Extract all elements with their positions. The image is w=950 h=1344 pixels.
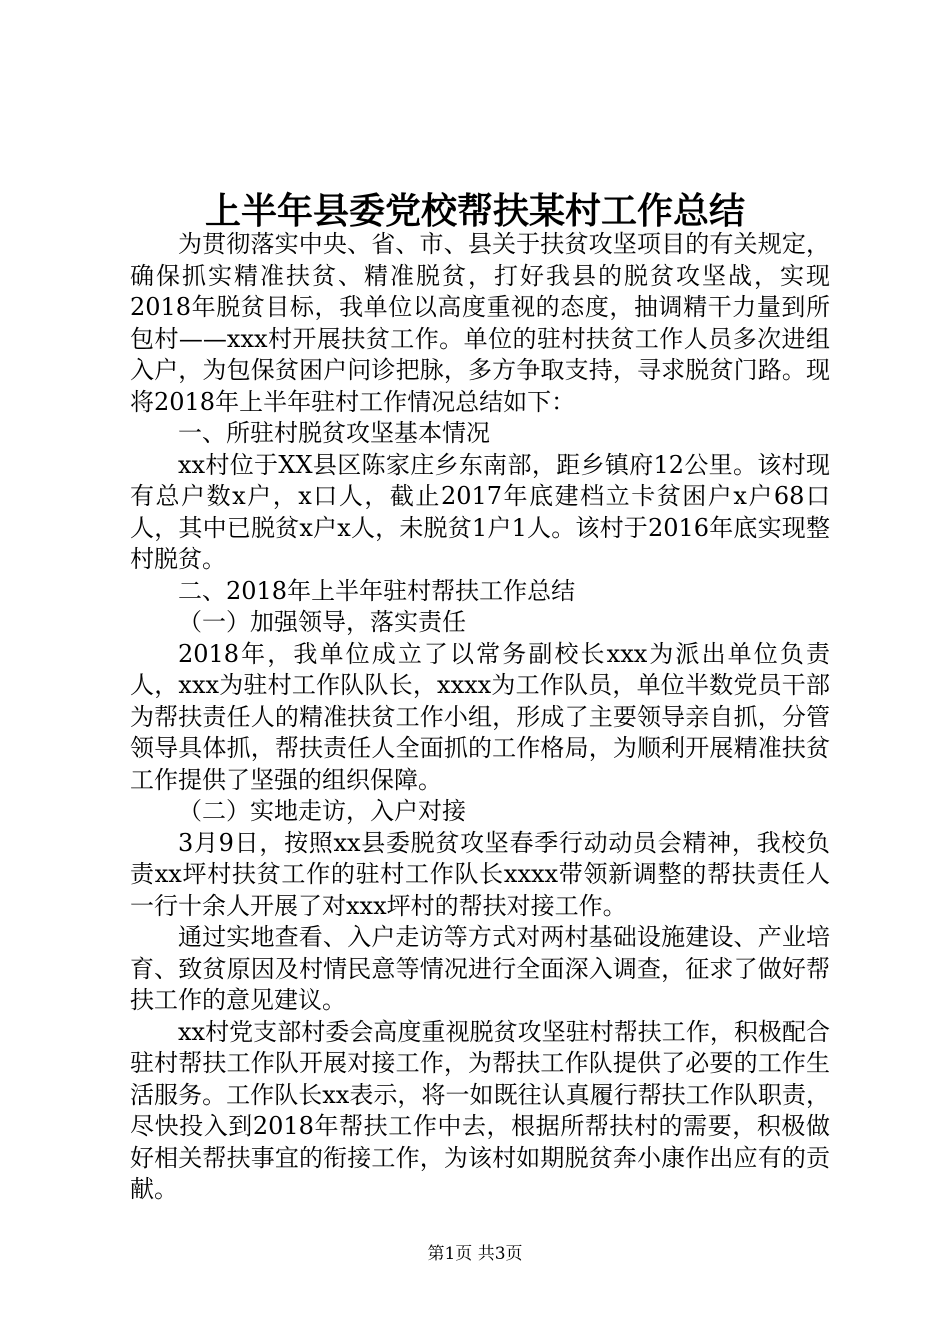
document-body bbox=[130, 229, 830, 1206]
paragraph-cooperation: xx村党支部村委会高度重视脱贫攻坚驻村帮扶工作，积极配合驻村帮扶工作队开展对接工作，为帮扶工作队提供了必要的工作生活服务。工作队长xx表示，将一如既往认真履行帮扶工作队职责，尽快投入到2018年帮扶工作中去，根据所帮扶村的需要，积极做好相关帮扶事宜的衔接工作，为该村如期脱贫奔小康作出应有的贡献。 bbox=[130, 1017, 830, 1203]
subheading-1: （一）加强领导，落实责任 bbox=[178, 608, 466, 636]
paragraph-intro: 为贯彻落实中央、省、市、县关于扶贫攻坚项目的有关规定，确保抓实精准扶贫、精准脱贫，打好我县的脱贫攻坚战，实现2018年脱贫目标，我单位以高度重视的态度，抽调精干力量到所包村——xxx村开展扶贫工作。单位的驻村扶贫工作人员多次进组入户，为包保贫困户问诊把脉，多方争取支持，寻求脱贫门路。现将2018年上半年驻村工作情况总结如下： bbox=[130, 230, 830, 416]
paragraph-village-basics: xx村位于XX县区陈家庄乡东南部，距乡镇府12公里。该村现有总户数x户，x口人，截止2017年底建档立卡贫困户x户68口人，其中已脱贫x户x人，未脱贫1户1人。该村于2016年底实现整村脱贫。 bbox=[130, 450, 830, 573]
paragraph-survey: 通过实地查看、入户走访等方式对两村基础设施建设、产业培育、致贫原因及村情民意等情况进行全面深入调查，征求了做好帮扶工作的意见建议。 bbox=[130, 923, 830, 1014]
subheading-2: （二）实地走访，入户对接 bbox=[178, 797, 466, 825]
heading-section-2: 二、2018年上半年驻村帮扶工作总结 bbox=[178, 576, 576, 605]
paragraph-visit: 3月9日，按照xx县委脱贫攻坚春季行动动员会精神，我校负责xx坪村扶贫工作的驻村工作队长xxxx带领新调整的帮扶责任人一行十余人开展了对xxx坪村的帮扶对接工作。 bbox=[130, 828, 830, 920]
heading-section-1: 一、所驻村脱贫攻坚基本情况 bbox=[178, 419, 490, 447]
document-title: 上半年县委党校帮扶某村工作总结 bbox=[204, 190, 745, 232]
page-footer: 第1页 共3页 bbox=[427, 1244, 523, 1264]
paragraph-leadership: 2018年，我单位成立了以常务副校长xxx为派出单位负责人，xxx为驻村工作队队长，xxxx为工作队员，单位半数党员干部为帮扶责任人的精准扶贫工作小组，形成了主要领导亲自抓，分管领导具体抓，帮扶责任人全面抓的工作格局，为顺利开展精准扶贫工作提供了坚强的组织保障。 bbox=[130, 639, 830, 794]
